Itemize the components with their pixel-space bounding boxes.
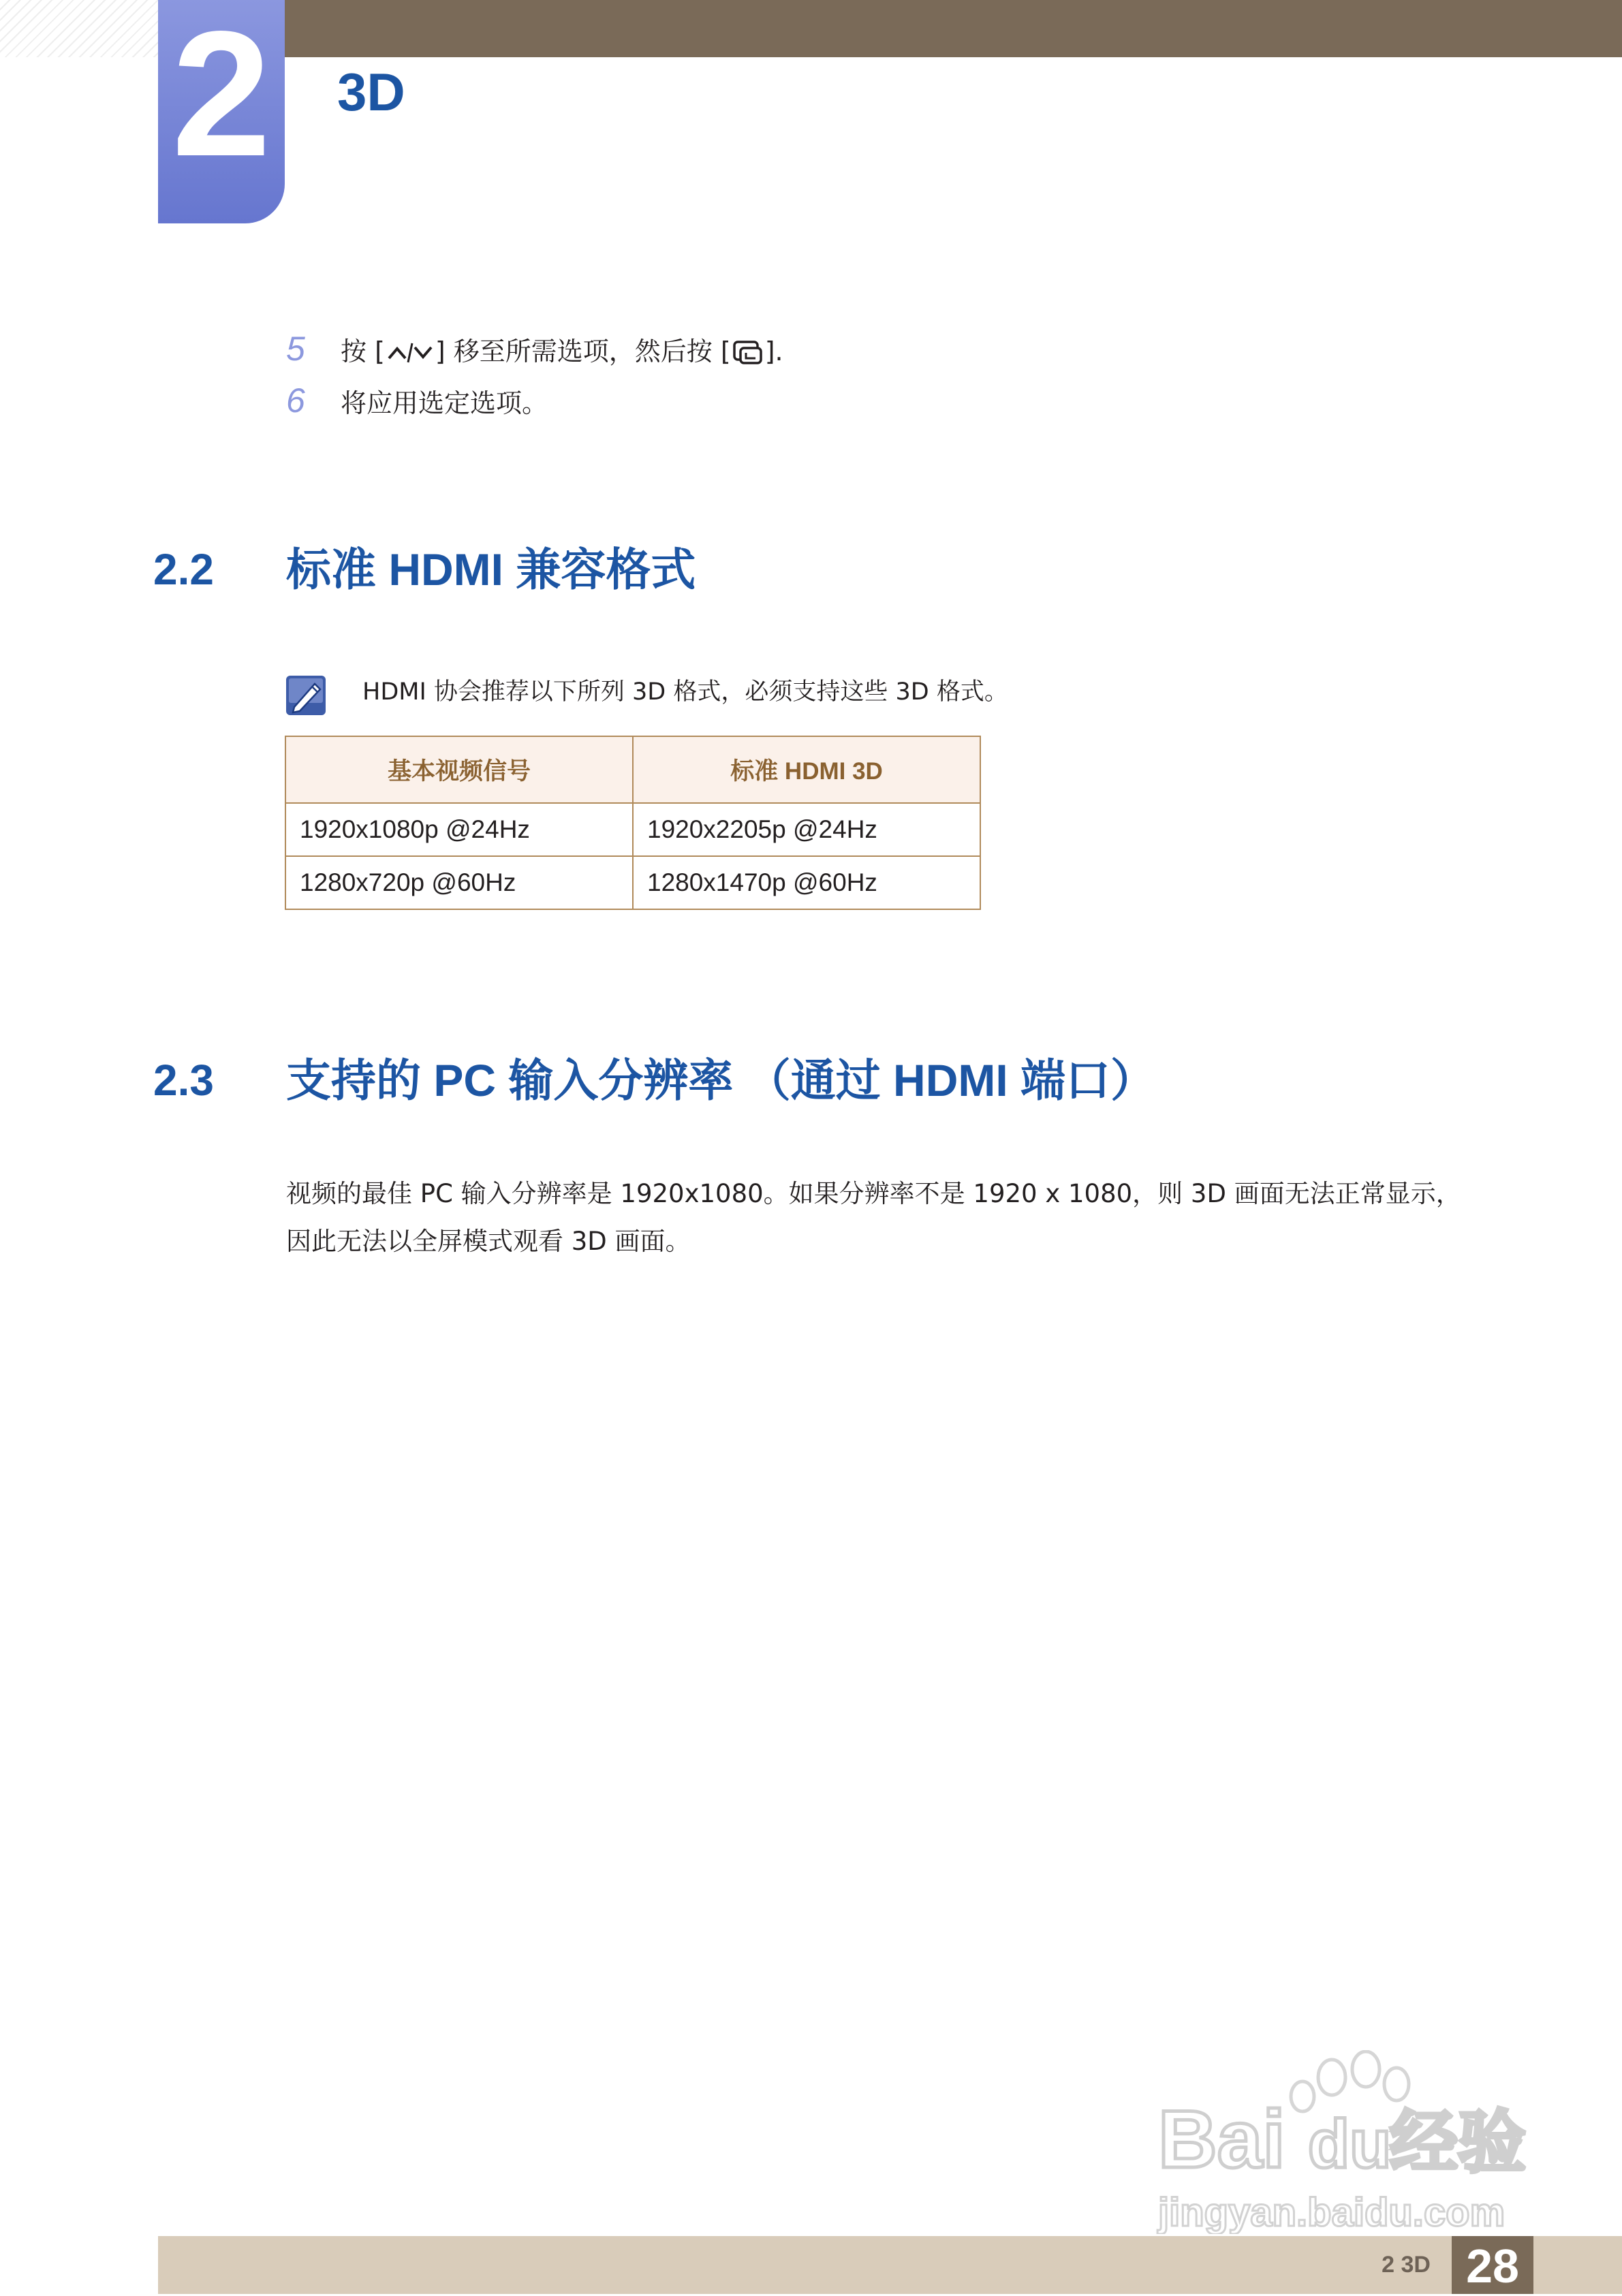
table-cell: 1920x1080p @24Hz — [285, 803, 633, 856]
section-number: 2.3 — [153, 1056, 214, 1105]
watermark-url-text: jingyan.baidu.com — [1158, 2190, 1506, 2234]
footer-label: 2 3D — [1382, 2252, 1431, 2278]
hdmi-formats-table — [285, 736, 981, 910]
paragraph-line: 因此无法以全屏模式观看 3D 画面。 — [286, 1227, 691, 1256]
up-down-arrows-icon — [386, 341, 434, 365]
step-text: 将应用选定选项。 — [341, 388, 548, 418]
paragraph-line: 视频的最佳 PC 输入分辨率是 1920x1080。如果分辨率不是 1920 x 1080，则 3D 画面无法正常显示， — [286, 1179, 1461, 1208]
table-cell: 1280x1470p @60Hz — [633, 856, 980, 909]
baidu-jingyan-watermark — [1151, 2050, 1533, 2234]
table-header: 标准 HDMI 3D — [633, 736, 980, 803]
watermark-logo-text-2: du — [1308, 2106, 1392, 2182]
header-bar — [285, 0, 1622, 57]
step-text-after: ]. — [764, 336, 783, 366]
step-number: 6 — [286, 381, 305, 420]
table-header-row — [285, 736, 980, 803]
section-number: 2.2 — [153, 545, 214, 594]
watermark-cn-text: 经验 — [1390, 2103, 1526, 2182]
section-title: 标准 HDMI 兼容格式 — [286, 544, 696, 595]
step-text-before: 按 [ — [341, 336, 385, 366]
note-text: HDMI 协会推荐以下所列 3D 格式，必须支持这些 3D 格式。 — [362, 678, 1008, 706]
step-5 — [286, 328, 783, 369]
table-cell: 1920x2205p @24Hz — [633, 803, 980, 856]
table-cell: 1280x720p @60Hz — [285, 856, 633, 909]
step-number: 5 — [286, 330, 305, 368]
watermark-logo-text: Bai — [1158, 2094, 1285, 2185]
enter-source-icon — [732, 339, 764, 366]
section-title: 支持的 PC 输入分辨率 （通过 HDMI 端口） — [286, 1055, 1156, 1105]
table-header: 基本视频信号 — [285, 736, 633, 803]
chapter-title: 3D — [337, 62, 405, 122]
header-hatch-pattern — [0, 0, 158, 57]
step-text-middle: ] 移至所需选项，然后按 [ — [435, 336, 731, 366]
step-text — [341, 330, 783, 368]
note-pencil-icon — [285, 674, 327, 717]
table-row — [285, 856, 980, 909]
step-6 — [286, 380, 548, 421]
table-row — [285, 803, 980, 856]
page-number: 28 — [1452, 2236, 1533, 2294]
chapter-number: 2 — [172, 0, 271, 193]
body-paragraph — [286, 1170, 1512, 1265]
